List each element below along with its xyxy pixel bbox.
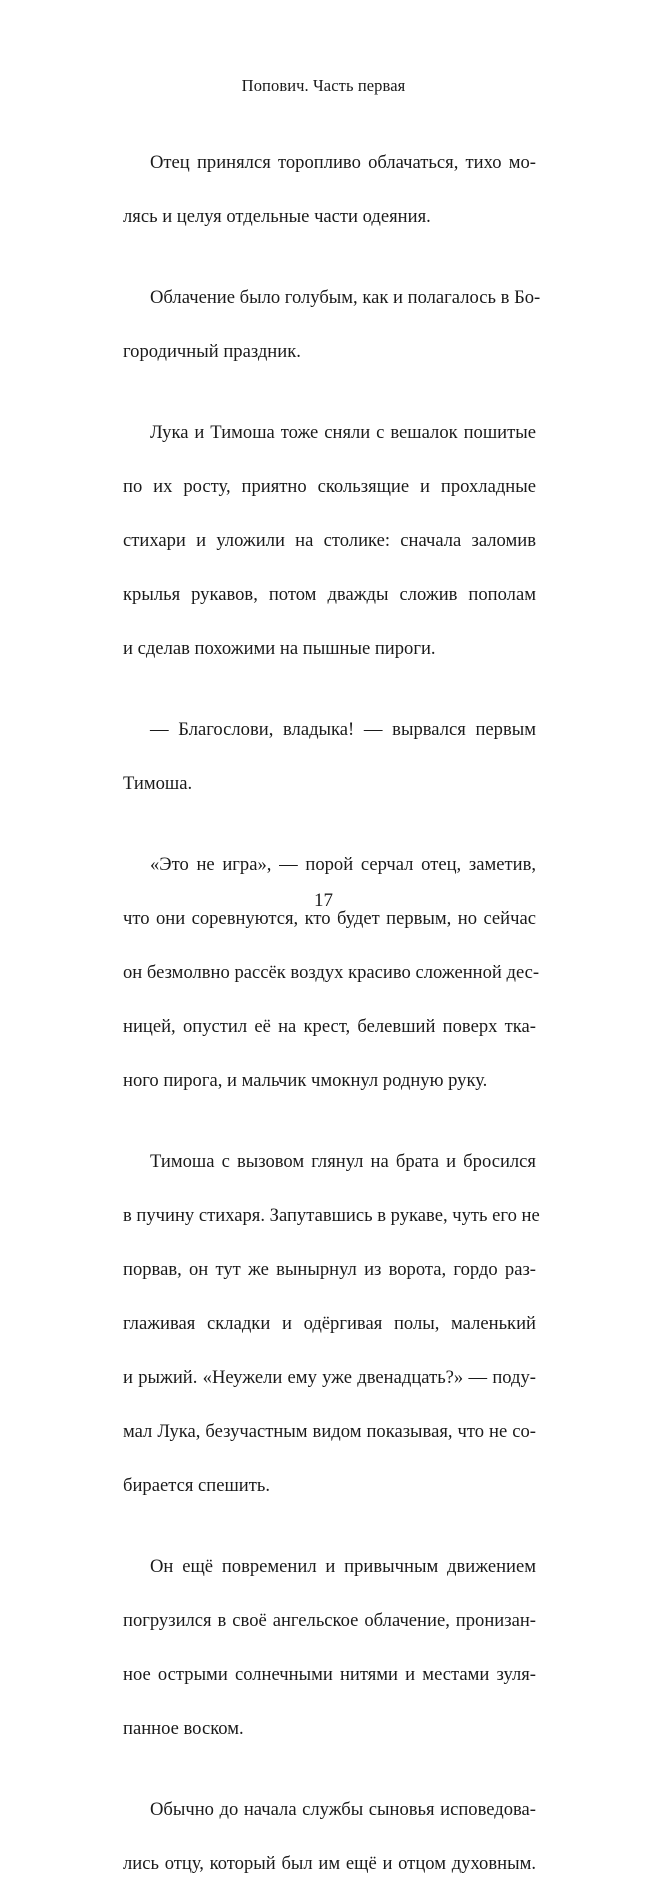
page-number: 17 bbox=[314, 890, 333, 911]
text-line: ного пирога, и мальчик чмокнул родную руку. bbox=[123, 1070, 488, 1091]
paragraph bbox=[96, 1121, 540, 1526]
paragraph bbox=[96, 122, 536, 257]
text-line: мал Лука, безучастным видом показывая, что не со- bbox=[123, 1421, 536, 1442]
text-line: — Благослови, владыка! — вырвался первым bbox=[150, 719, 536, 740]
paragraph bbox=[96, 392, 536, 689]
text-line: Лука и Тимоша тоже сняли с вешалок пошитые bbox=[150, 422, 536, 443]
text-line: «Это не игра», — порой серчал отец, заметив, bbox=[150, 854, 536, 875]
text-line: глаживая складки и одёргивая полы, маленький bbox=[123, 1313, 536, 1334]
paragraph bbox=[96, 824, 540, 1121]
text-line: Тимоша с вызовом глянул на брата и бросился bbox=[150, 1151, 536, 1172]
text-line: лясь и целуя отдельные части одеяния. bbox=[123, 206, 431, 227]
paragraph bbox=[96, 257, 541, 392]
text-line: Тимоша. bbox=[123, 773, 193, 794]
text-line: что они соревнуются, кто будет первым, но сейчас bbox=[123, 908, 536, 929]
text-line: Обычно до начала службы сыновья исповедова- bbox=[150, 1799, 536, 1820]
text-line: он безмолвно рассёк воздух красиво сложенной дес- bbox=[123, 962, 540, 983]
text-line: по их росту, приятно скользящие и прохладные bbox=[123, 476, 536, 497]
text-line: погрузился в своё ангельское облачение, пронизан- bbox=[123, 1610, 536, 1631]
text-line: Он ещё повременил и привычным движением bbox=[150, 1556, 536, 1577]
text-line: Облачение было голубым, как и полагалось в Бо- bbox=[150, 287, 541, 308]
text-line: лись отцу, который был им ещё и отцом духовным. bbox=[123, 1853, 536, 1874]
text-line: ницей, опустил её на крест, белевший поверх тка- bbox=[123, 1016, 536, 1037]
paragraph bbox=[96, 1526, 536, 1769]
paragraph bbox=[96, 689, 536, 824]
text-line: панное воском. bbox=[123, 1718, 244, 1739]
text-line: в пучину стихаря. Запутавшись в рукаве, чуть его не bbox=[123, 1205, 540, 1226]
text-line: стихари и уложили на столике: сначала заломив bbox=[123, 530, 536, 551]
text-line: Отец принялся торопливо облачаться, тихо мо- bbox=[150, 152, 536, 173]
text-line: ное острыми солнечными нитями и местами зуля- bbox=[123, 1664, 536, 1685]
text-line: и сделав похожими на пышные пироги. bbox=[123, 638, 436, 659]
text-line: порвав, он тут же вынырнул из ворота, гордо раз- bbox=[123, 1259, 536, 1280]
running-head: Попович. Часть первая bbox=[241, 76, 406, 95]
text-line: крылья рукавов, потом дважды сложив пополам bbox=[123, 584, 536, 605]
text-line: бирается спешить. bbox=[123, 1475, 270, 1496]
body-text bbox=[96, 122, 541, 1904]
text-line: и рыжий. «Неужели ему уже двенадцать?» — поду- bbox=[123, 1367, 536, 1388]
text-line: городичный праздник. bbox=[123, 341, 301, 362]
paragraph bbox=[96, 1769, 536, 1904]
